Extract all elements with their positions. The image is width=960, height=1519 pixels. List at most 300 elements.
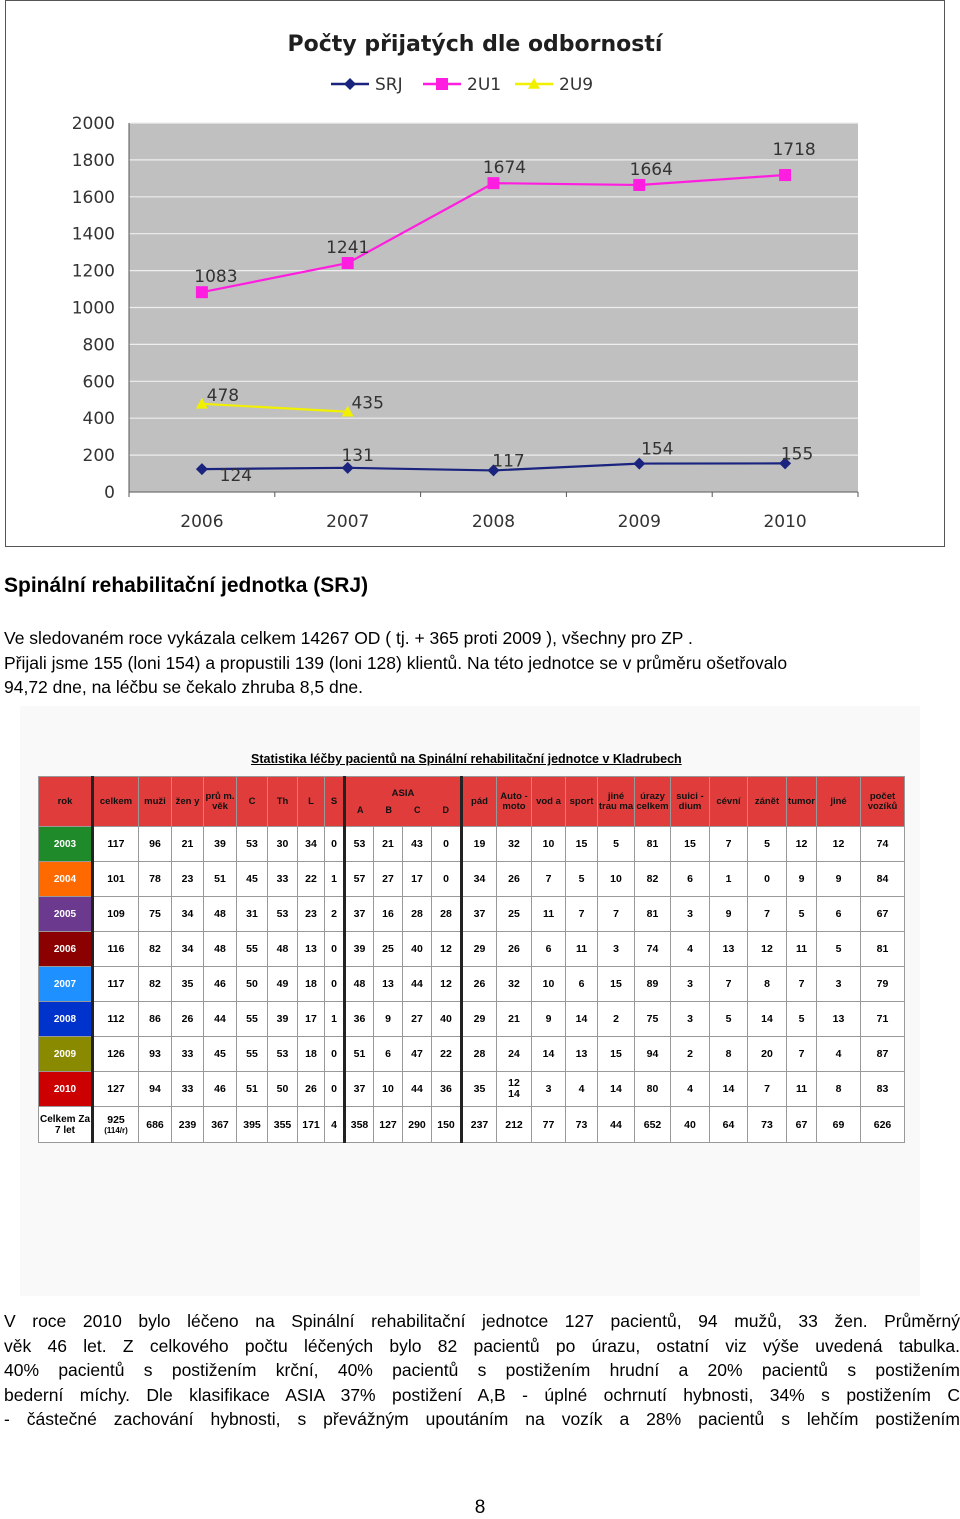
total-cell: 239	[172, 1107, 204, 1143]
data-label-2U9: 478	[206, 385, 240, 406]
table-cell: 23	[172, 862, 204, 897]
total-cell: 73	[748, 1107, 787, 1143]
total-cell: 212	[497, 1107, 532, 1143]
column-header: S	[325, 777, 345, 827]
total-cell: 686	[139, 1107, 172, 1143]
table-cell: 80	[635, 1072, 671, 1107]
asia-subheader: D	[442, 804, 449, 815]
table-cell: 37	[462, 897, 497, 932]
x-tick-label: 2010	[763, 512, 807, 532]
table-row	[39, 1037, 905, 1072]
column-header: muži	[139, 777, 172, 827]
y-tick-label: 1000	[71, 298, 115, 319]
y-tick-label: 0	[104, 483, 115, 503]
intro-line: Přijali jsme 155 (loni 154) a propustili 139 (loni 128) klientů. Na této jednotce se v průměru ošetřovalo	[4, 652, 788, 673]
table-cell: 82	[635, 862, 671, 897]
table-cell: 86	[139, 1002, 172, 1037]
table-cell: 67	[861, 897, 905, 932]
table-cell: 12	[787, 827, 817, 862]
table-cell: 44	[403, 1072, 432, 1107]
table-cell: 47	[403, 1037, 432, 1072]
table-cell: 0	[432, 827, 462, 862]
asia-subheader: B	[385, 804, 392, 815]
table-cell: 13	[566, 1037, 598, 1072]
table-cell: 26	[497, 862, 532, 897]
table-cell: 17	[403, 862, 432, 897]
table-cell: 74	[861, 827, 905, 862]
table-cell: 50	[268, 1072, 298, 1107]
column-header: úrazy celkem	[635, 777, 671, 827]
total-row	[39, 1107, 905, 1143]
table-cell: 51	[204, 862, 237, 897]
table-cell: 5	[787, 1002, 817, 1037]
table-cell: 27	[374, 862, 403, 897]
table-cell: 39	[268, 1002, 298, 1037]
total-cell: 237	[462, 1107, 497, 1143]
table-cell: 25	[497, 897, 532, 932]
table-cell: 22	[432, 1037, 462, 1072]
table-cell: 39	[204, 827, 237, 862]
table-row	[39, 862, 905, 897]
table-cell: 7	[710, 967, 748, 1002]
data-point-2U1	[342, 257, 354, 269]
table-cell: 34	[172, 932, 204, 967]
year-cell: 2004	[39, 862, 93, 897]
asia-subheader: C	[414, 804, 421, 815]
table-cell: 14	[566, 1002, 598, 1037]
table-cell: 51	[237, 1072, 268, 1107]
table-row	[39, 967, 905, 1002]
table-cell: 0	[325, 1072, 345, 1107]
table-cell: 7	[598, 897, 635, 932]
chart-svg	[6, 1, 944, 546]
table-cell: 18	[298, 967, 325, 1002]
table-cell: 4	[566, 1072, 598, 1107]
column-header: cévní	[710, 777, 748, 827]
table-cell: 4	[671, 1072, 710, 1107]
table-cell: 71	[861, 1002, 905, 1037]
data-point-2U1	[779, 169, 791, 181]
table-cell-part: 12	[508, 1077, 520, 1089]
table-cell: 48	[345, 967, 374, 1002]
table-cell: 11	[532, 897, 566, 932]
total-value: 925	[107, 1114, 125, 1126]
table-cell: 12	[432, 932, 462, 967]
table-cell: 44	[403, 967, 432, 1002]
year-cell: 2003	[39, 827, 93, 862]
table-cell: 74	[635, 932, 671, 967]
table-cell: 21	[374, 827, 403, 862]
asia-subheaders	[346, 805, 460, 815]
column-header: pád	[462, 777, 497, 827]
data-label-2U9: 435	[351, 393, 384, 414]
table-cell: 45	[204, 1037, 237, 1072]
table-cell: 12	[748, 932, 787, 967]
y-tick-label: 800	[82, 335, 115, 356]
table-cell: 1	[710, 862, 748, 897]
table-cell: 16	[374, 897, 403, 932]
y-tick-label: 2000	[71, 114, 115, 134]
table-cell: 7	[532, 862, 566, 897]
table-cell: 13	[374, 967, 403, 1002]
table-cell: 14	[748, 1002, 787, 1037]
data-point-2U1	[196, 286, 208, 298]
table-cell: 11	[566, 932, 598, 967]
data-label-2U1: 1718	[772, 140, 816, 161]
table-cell: 5	[817, 932, 861, 967]
table-cell: 44	[204, 1002, 237, 1037]
total-cell: 355	[268, 1107, 298, 1143]
statistics-title: Statistika léčby pacientů na Spinální rehabilitační jednotce v Kladrubech	[251, 752, 682, 766]
table-cell: 35	[172, 967, 204, 1002]
total-cell: 358	[345, 1107, 374, 1143]
table-cell: 15	[598, 1037, 635, 1072]
column-header-asia	[345, 777, 462, 827]
table-cell: 13	[298, 932, 325, 967]
table-cell: 7	[566, 897, 598, 932]
table-cell: 94	[139, 1072, 172, 1107]
table-cell: 0	[325, 967, 345, 1002]
total-per-year: (114/r)	[104, 1126, 128, 1135]
table-cell: 7	[710, 827, 748, 862]
total-cell: 67	[787, 1107, 817, 1143]
table-cell: 46	[204, 967, 237, 1002]
table-cell: 15	[598, 967, 635, 1002]
data-label-SRJ: 124	[219, 466, 253, 487]
table-cell: 39	[345, 932, 374, 967]
table-cell: 53	[237, 827, 268, 862]
column-header: tumor	[787, 777, 817, 827]
table-cell: 81	[635, 827, 671, 862]
table-cell: 84	[861, 862, 905, 897]
year-cell: 2006	[39, 932, 93, 967]
table-cell: 30	[268, 827, 298, 862]
column-header: vod a	[532, 777, 566, 827]
table-cell: 28	[403, 897, 432, 932]
table-cell: 53	[345, 827, 374, 862]
legend-label-SRJ: SRJ	[375, 75, 403, 95]
total-cell: 367	[204, 1107, 237, 1143]
table-cell: 19	[462, 827, 497, 862]
table-cell: 26	[462, 967, 497, 1002]
table-cell: 15	[566, 827, 598, 862]
table-cell: 6	[566, 967, 598, 1002]
table-cell: 37	[345, 1072, 374, 1107]
legend-label-2U9: 2U9	[559, 75, 594, 95]
x-tick-label: 2008	[471, 512, 516, 532]
summary-paragraph	[4, 1309, 960, 1432]
table-cell: 51	[345, 1037, 374, 1072]
year-cell: 2010	[39, 1072, 93, 1107]
table-cell: 83	[861, 1072, 905, 1107]
table-cell: 20	[748, 1037, 787, 1072]
table-row	[39, 897, 905, 932]
table-cell: 1	[325, 862, 345, 897]
table-cell: 117	[93, 967, 139, 1002]
table-cell: 33	[172, 1072, 204, 1107]
statistics-table	[38, 776, 905, 1143]
column-header: L	[298, 777, 325, 827]
table-cell: 81	[635, 897, 671, 932]
column-header: Th	[268, 777, 298, 827]
summary-line: 40% pacientů s postižením krční, 40% pacientů s postižením hrudní a 20% pacientů s postižením	[4, 1360, 960, 1380]
total-cell: 290	[403, 1107, 432, 1143]
table-cell: 43	[403, 827, 432, 862]
table-cell: 29	[462, 1002, 497, 1037]
table-cell: 28	[432, 897, 462, 932]
asia-subheader: A	[357, 804, 364, 815]
table-cell: 10	[598, 862, 635, 897]
table-cell: 49	[268, 967, 298, 1002]
y-tick-label: 200	[82, 446, 115, 467]
table-cell: 21	[172, 827, 204, 862]
table-cell: 112	[93, 1002, 139, 1037]
table-cell: 0	[325, 1037, 345, 1072]
intro-paragraph	[4, 626, 960, 700]
data-label-SRJ: 117	[492, 451, 525, 472]
table-cell: 10	[532, 827, 566, 862]
table-cell: 7	[748, 1072, 787, 1107]
total-cell: 4	[325, 1107, 345, 1143]
table-cell: 116	[93, 932, 139, 967]
table-cell: 26	[298, 1072, 325, 1107]
table-cell: 34	[298, 827, 325, 862]
y-tick-label: 1400	[71, 224, 115, 245]
y-tick-label: 600	[82, 372, 115, 393]
total-cell: 40	[671, 1107, 710, 1143]
table-cell: 48	[204, 897, 237, 932]
column-header: zánět	[748, 777, 787, 827]
table-cell: 14	[532, 1037, 566, 1072]
table-cell: 0	[325, 932, 345, 967]
table-cell: 40	[432, 1002, 462, 1037]
total-label: Celkem Za 7 let	[39, 1107, 93, 1143]
total-cell: 150	[432, 1107, 462, 1143]
data-label-SRJ: 131	[341, 445, 374, 466]
summary-line: bederní míchy. Dle klasifikace ASIA 37% postižení A,B - úplné ochrnutí hybnosti, 34% s postižením C	[4, 1384, 960, 1405]
table-cell: 10	[374, 1072, 403, 1107]
table-cell: 6	[671, 862, 710, 897]
table-cell: 53	[268, 1037, 298, 1072]
table-cell: 7	[787, 1037, 817, 1072]
table-cell: 5	[598, 827, 635, 862]
table-cell: 126	[93, 1037, 139, 1072]
table-cell: 82	[139, 967, 172, 1002]
table-cell: 0	[325, 827, 345, 862]
asia-label: ASIA	[391, 787, 415, 799]
column-header: sport	[566, 777, 598, 827]
table-cell: 0	[432, 862, 462, 897]
page-number: 8	[474, 1497, 486, 1518]
total-cell: 64	[710, 1107, 748, 1143]
year-cell: 2008	[39, 1002, 93, 1037]
data-label-2U1: 1241	[326, 238, 370, 259]
table-cell: 33	[268, 862, 298, 897]
table-cell: 33	[172, 1037, 204, 1072]
table-cell: 12	[817, 827, 861, 862]
table-cell: 14	[598, 1072, 635, 1107]
table-cell: 9	[532, 1002, 566, 1037]
y-tick-label: 400	[82, 409, 115, 430]
table-cell: 8	[710, 1037, 748, 1072]
table-cell: 50	[237, 967, 268, 1002]
table-cell: 5	[748, 827, 787, 862]
table-cell: 37	[345, 897, 374, 932]
table-cell: 40	[403, 932, 432, 967]
table-cell: 0	[748, 862, 787, 897]
table-cell: 18	[298, 1037, 325, 1072]
column-header: Auto - moto	[497, 777, 532, 827]
table-cell: 36	[432, 1072, 462, 1107]
table-cell: 79	[861, 967, 905, 1002]
table-cell: 48	[268, 932, 298, 967]
table-cell: 2	[325, 897, 345, 932]
column-header: počet vozíků	[861, 777, 905, 827]
table-cell: 3	[817, 967, 861, 1002]
column-header: suici - dium	[671, 777, 710, 827]
table-cell: 101	[93, 862, 139, 897]
table-cell: 87	[861, 1037, 905, 1072]
table-cell: 34	[172, 897, 204, 932]
y-tick-label: 1200	[71, 261, 115, 282]
legend-marker-SRJ	[344, 78, 356, 90]
data-point-2U1	[633, 179, 645, 191]
table-cell: 75	[139, 897, 172, 932]
table-cell: 10	[532, 967, 566, 1002]
table-cell: 36	[345, 1002, 374, 1037]
section-heading: Spinální rehabilitační jednotka (SRJ)	[4, 574, 369, 597]
table-cell: 81	[861, 932, 905, 967]
data-point-2U1	[488, 177, 500, 189]
table-cell: 55	[237, 932, 268, 967]
column-header: žen y	[172, 777, 204, 827]
data-label-SRJ: 155	[780, 444, 814, 465]
table-cell: 11	[787, 932, 817, 967]
table-row	[39, 1072, 905, 1107]
table-cell: 13	[817, 1002, 861, 1037]
table-cell: 127	[93, 1072, 139, 1107]
table-cell: 9	[710, 897, 748, 932]
table-cell: 9	[817, 862, 861, 897]
table-cell: 17	[298, 1002, 325, 1037]
table-cell: 26	[497, 932, 532, 967]
total-cell: 73	[566, 1107, 598, 1143]
total-cell: 395	[237, 1107, 268, 1143]
table-cell: 45	[237, 862, 268, 897]
table-cell: 22	[298, 862, 325, 897]
year-cell: 2009	[39, 1037, 93, 1072]
table-cell: 94	[635, 1037, 671, 1072]
total-cell: 77	[532, 1107, 566, 1143]
table-cell: 27	[403, 1002, 432, 1037]
table-cell	[497, 1072, 532, 1107]
total-cell: 171	[298, 1107, 325, 1143]
column-header: jiné	[817, 777, 861, 827]
column-header: C	[237, 777, 268, 827]
table-cell: 4	[817, 1037, 861, 1072]
year-cell: 2005	[39, 897, 93, 932]
table-row	[39, 932, 905, 967]
column-header: prů m. věk	[204, 777, 237, 827]
table-cell: 32	[497, 967, 532, 1002]
table-cell: 46	[204, 1072, 237, 1107]
table-cell: 3	[671, 967, 710, 1002]
table-cell: 2	[671, 1037, 710, 1072]
table-row	[39, 1002, 905, 1037]
table-cell: 48	[204, 932, 237, 967]
table-cell: 35	[462, 1072, 497, 1107]
table-cell: 5	[787, 897, 817, 932]
total-cell	[93, 1107, 139, 1143]
table-cell-part: 14	[508, 1088, 520, 1100]
table-cell: 26	[172, 1002, 204, 1037]
data-label-2U1: 1083	[194, 267, 238, 288]
table-cell: 55	[237, 1037, 268, 1072]
table-cell: 6	[532, 932, 566, 967]
column-header: rok	[39, 777, 93, 827]
table-cell: 3	[532, 1072, 566, 1107]
table-cell: 2	[598, 1002, 635, 1037]
x-tick-label: 2009	[617, 512, 661, 532]
table-cell: 96	[139, 827, 172, 862]
line-chart	[5, 0, 945, 547]
table-cell: 5	[710, 1002, 748, 1037]
table-cell: 9	[374, 1002, 403, 1037]
table-cell: 7	[787, 967, 817, 1002]
year-cell: 2007	[39, 967, 93, 1002]
table-cell: 55	[237, 1002, 268, 1037]
table-cell: 29	[462, 932, 497, 967]
table-cell: 5	[566, 862, 598, 897]
total-cell: 652	[635, 1107, 671, 1143]
total-cell: 69	[817, 1107, 861, 1143]
table-cell: 23	[298, 897, 325, 932]
table-cell: 6	[817, 897, 861, 932]
table-cell: 75	[635, 1002, 671, 1037]
table-cell: 13	[710, 932, 748, 967]
table-cell: 1	[325, 1002, 345, 1037]
table-cell: 57	[345, 862, 374, 897]
table-cell: 89	[635, 967, 671, 1002]
data-label-2U1: 1664	[629, 159, 673, 180]
x-tick-label: 2006	[180, 512, 224, 532]
intro-line: 94,72 dne, na léčbu se čekalo zhruba 8,5 dne.	[4, 677, 364, 697]
column-header: jiné trau ma	[598, 777, 635, 827]
y-tick-label: 1800	[71, 150, 115, 171]
total-cell: 626	[861, 1107, 905, 1143]
table-cell: 117	[93, 827, 139, 862]
table-cell: 31	[237, 897, 268, 932]
table-cell: 11	[787, 1072, 817, 1107]
table-cell: 14	[710, 1072, 748, 1107]
table-cell: 25	[374, 932, 403, 967]
table-cell: 28	[462, 1037, 497, 1072]
summary-line: věk 46 let. Z celkového počtu léčených bylo 82 pacientů po úrazu, ostatní viz výše uvedená tabulka.	[4, 1335, 960, 1356]
data-label-SRJ: 154	[641, 439, 674, 460]
chart-title: Počty přijatých dle odborností	[287, 32, 663, 57]
legend-marker-2U1	[436, 78, 448, 90]
table-cell: 3	[671, 1002, 710, 1037]
total-cell: 44	[598, 1107, 635, 1143]
table-cell: 24	[497, 1037, 532, 1072]
table-cell: 34	[462, 862, 497, 897]
table-row	[39, 827, 905, 862]
table-cell: 15	[671, 827, 710, 862]
total-cell: 127	[374, 1107, 403, 1143]
table-cell: 7	[748, 897, 787, 932]
table-cell: 3	[598, 932, 635, 967]
table-cell: 93	[139, 1037, 172, 1072]
